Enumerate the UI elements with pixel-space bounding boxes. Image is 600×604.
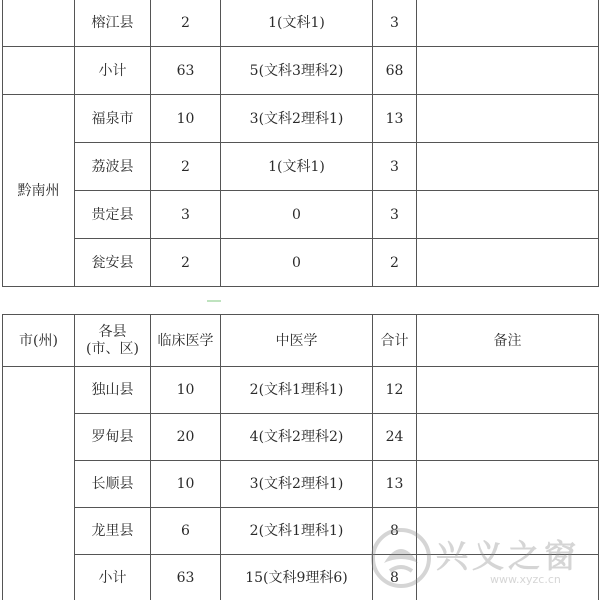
county-header-line1: 各县 <box>98 323 127 340</box>
total-cell: 2 <box>373 239 417 287</box>
total-header: 合计 <box>373 315 417 367</box>
total-cell: 8 <box>373 508 417 555</box>
county-header-line2: (市、区) <box>86 340 139 357</box>
clinical-cell: 2 <box>151 0 221 47</box>
table-row <box>3 191 599 239</box>
clinical-cell: 2 <box>151 143 221 191</box>
county-cell: 长顺县 <box>75 461 151 508</box>
clinical-cell: 10 <box>151 461 221 508</box>
tcm-cell: 3(文科2理科1) <box>221 95 373 143</box>
clinical-header: 临床医学 <box>151 315 221 367</box>
total-cell: 24 <box>373 414 417 461</box>
note-cell <box>417 367 599 414</box>
county-cell: 小计 <box>75 47 151 95</box>
window-logo-icon <box>370 527 432 589</box>
note-cell <box>417 0 599 47</box>
note-cell <box>417 191 599 239</box>
total-cell: 3 <box>373 143 417 191</box>
clinical-cell: 63 <box>151 47 221 95</box>
note-cell <box>417 461 599 508</box>
page-break-mark <box>207 300 221 302</box>
tcm-cell: 0 <box>221 191 373 239</box>
table-row <box>3 367 599 414</box>
clinical-cell: 10 <box>151 367 221 414</box>
table-row <box>3 95 599 143</box>
table-row <box>3 47 599 95</box>
region-cell <box>3 47 75 95</box>
total-cell: 12 <box>373 367 417 414</box>
table-header-row <box>3 315 599 367</box>
watermark-name: 兴义之窗 <box>436 537 581 575</box>
clinical-cell: 20 <box>151 414 221 461</box>
tcm-cell: 4(文科2理科2) <box>221 414 373 461</box>
county-header <box>75 315 151 367</box>
tcm-cell: 5(文科3理科2) <box>221 47 373 95</box>
tcm-cell: 2(文科1理科1) <box>221 367 373 414</box>
county-cell: 罗甸县 <box>75 414 151 461</box>
note-cell <box>417 414 599 461</box>
total-cell: 13 <box>373 461 417 508</box>
note-cell <box>417 143 599 191</box>
region-cell: 黔南州 <box>3 95 75 287</box>
clinical-cell: 63 <box>151 555 221 602</box>
table-row <box>3 414 599 461</box>
tcm-cell: 1(文科1) <box>221 143 373 191</box>
tcm-cell: 0 <box>221 239 373 287</box>
region-cell <box>3 0 75 47</box>
total-cell: 68 <box>373 47 417 95</box>
note-cell <box>417 239 599 287</box>
tcm-cell: 2(文科1理科1) <box>221 508 373 555</box>
site-watermark <box>370 525 596 603</box>
total-cell: 3 <box>373 191 417 239</box>
note-cell <box>417 47 599 95</box>
watermark-url: www.xyzc.cn <box>490 573 561 586</box>
clinical-cell: 10 <box>151 95 221 143</box>
clinical-cell: 6 <box>151 508 221 555</box>
county-cell: 贵定县 <box>75 191 151 239</box>
total-cell: 8 <box>373 555 417 602</box>
table-row <box>3 0 599 47</box>
total-cell: 13 <box>373 95 417 143</box>
county-cell: 独山县 <box>75 367 151 414</box>
tcm-cell: 1(文科1) <box>221 0 373 47</box>
table-row <box>3 143 599 191</box>
county-cell: 荔波县 <box>75 143 151 191</box>
county-cell: 瓮安县 <box>75 239 151 287</box>
county-cell: 福泉市 <box>75 95 151 143</box>
note-header: 备注 <box>417 315 599 367</box>
tcm-cell: 3(文科2理科1) <box>221 461 373 508</box>
clinical-cell: 2 <box>151 239 221 287</box>
region-header: 市(州) <box>3 315 75 367</box>
county-cell: 榕江县 <box>75 0 151 47</box>
tcm-cell: 15(文科9理科6) <box>221 555 373 602</box>
note-cell <box>417 95 599 143</box>
page-break <box>0 289 600 314</box>
table-row <box>3 239 599 287</box>
tcm-header: 中医学 <box>221 315 373 367</box>
region-cell <box>3 367 75 602</box>
county-cell: 小计 <box>75 555 151 602</box>
quota-table-top <box>2 0 599 287</box>
clinical-cell: 3 <box>151 191 221 239</box>
total-cell: 3 <box>373 0 417 47</box>
table-row <box>3 461 599 508</box>
county-cell: 龙里县 <box>75 508 151 555</box>
